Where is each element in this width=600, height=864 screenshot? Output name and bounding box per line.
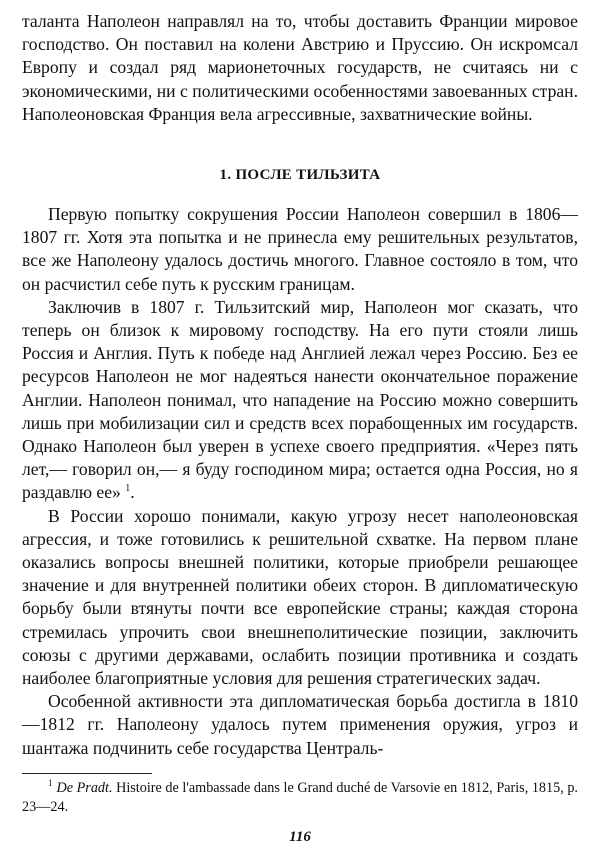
paragraph-tilsit-peace: Заключив в 1807 г. Тильзитский мир, Наполеон мог сказать, что теперь он близок к мировому господству. На его пути стояли лишь Россия и Англия. Путь к победе над Англией лежал через Россию. Без ее ресурсов Наполеон не мог надеяться нанести окончательное поражение Англии. Наполеон понимал, что нападение на Россию можно совершить лишь при мобилизации сил и средств всех порабощенных им государств. Однако Наполеон был уверен в успехе своего предприятия. «Через пять лет,— говорил он,— я буду господином мира; остается одна Россия, но я раздавлю ее» $^1$. (22, 296, 578, 503)
footnote-number: 1 (48, 778, 53, 789)
paragraph-russia-preparations: В России хорошо понимали, какую угрозу несет наполеоновская агрессия, и тоже готовились к решительной схватке. На первом плане оказались вопросы внешней политики, которые приобрели решающее значение и для внутренней политики обеих сторон. В дипломатическую борьбу были втянуты почти все европейские страны; каждая сторона стремилась упрочить свои внешнеполитические позиции, заключить союзы с другими державами, ослабить позиции противника и создать наиболее благоприятные условия для решения стратегических задач. (22, 505, 578, 689)
intro-paragraph: таланта Наполеон направлял на то, чтобы доставить Франции мировое господство. Он поставил на колени Австрию и Пруссию. Он искромсал Европу и создал ряд марионеточных государств, не считаясь ни с экономическими, ни с политическими особенностями завоеванных стран. Наполеоновская Франция вела агрессивные, захватнические войны. (22, 11, 578, 124)
footnote-divider (22, 773, 152, 774)
page-body (22, 10, 578, 760)
footnote-text: Histoire de l'ambassade dans le Grand duché de Varsovie en 1812, Paris, 1815, p. 23—24. (22, 780, 578, 815)
footnote-author: De Pradt. (56, 780, 113, 796)
page-number: 116 (289, 829, 311, 845)
paragraph-tilsit-text: Заключив в 1807 г. Тильзитский мир, Наполеон мог сказать, что теперь он близок к мировому господству. На его пути стояли лишь Россия и Англия. Путь к победе над Англией лежал через Россию. Без ее ресурсов Наполеон не мог надеяться нанести окончательное поражение Англии. Наполеон понимал, что нападение на Россию можно совершить лишь при мобилизации сил и средств всех порабощенных им государств. Однако Наполеон был уверен в успехе своего предприятия. «Через пять лет,— говорил он,— я буду господином мира; остается одна Россия, но я раздавлю ее» (22, 296, 578, 503)
section-heading: 1. ПОСЛЕ ТИЛЬЗИТА (219, 167, 381, 184)
paragraph-diplomatic-struggle: Особенной активности эта дипломатическая борьба достигла в 1810—1812 гг. Наполеону удалось путем применения оружия, угроз и шантажа подчинить себе государства Централь- (22, 691, 578, 758)
footnote (22, 779, 578, 816)
footnote-reference: 1 (125, 483, 131, 495)
paragraph-first-attempt: Первую попытку сокрушения России Наполеон совершил в 1806—1807 гг. Хотя эта попытка и не принесла ему решительных результатов, все же Наполеону удалось достичь многого. Главное состояло в том, что он расчистил себе путь к русским границам. (22, 204, 578, 294)
